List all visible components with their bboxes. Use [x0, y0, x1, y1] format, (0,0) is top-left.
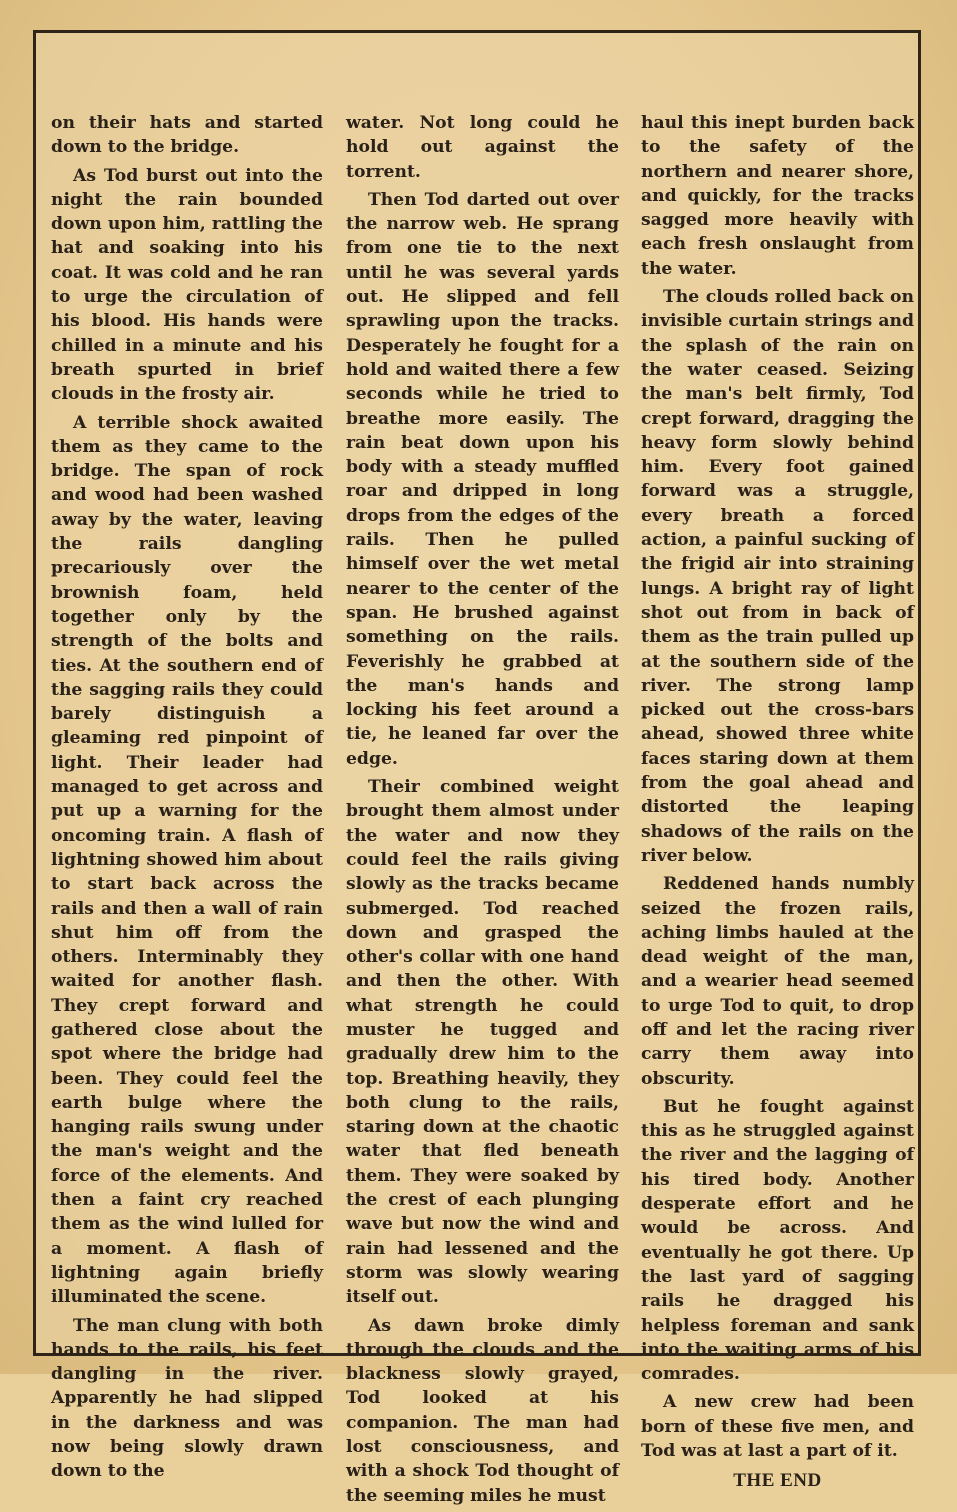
- paragraph: The man clung with both hands to the rails, his feet dangling in the river. Apparently he had slipped in the darkness and was now being slowly drawn down to the: [51, 1315, 323, 1482]
- paragraph: But he fought against this as he struggled against the river and the lagging of his tired body. Another desperate effort and he would be across. And eventually he got there. Up the last yard of sagging rails he dragged his helpless foreman and sank into the waiting arms of his comrades.: [641, 1096, 914, 1385]
- paragraph: As Tod burst out into the night the rain bounded down upon him, rattling the hat and soaking into his coat. It was cold and he ran to urge the circulation of his blood. His hands were chilled in a minute and his breath spurted in brief clouds in the frosty air.: [51, 165, 323, 405]
- paragraph: The clouds rolled back on invisible curtain strings and the splash of the rain on the water ceased. Seizing the man's belt firmly, Tod crept forward, dragging the heavy form slowly behind him. Every foot gained forward was a struggle, every breath a forced action, a painful sucking of the frigid air into straining lungs. A bright ray of light shot out from in back of them as the train pulled up at the southern side of the river. The strong lamp picked out the cross-bars ahead, showed three white faces staring down at them from the goal ahead and distorted the leaping shadows of the rails on the river below.: [641, 287, 914, 866]
- story-column-1: [51, 111, 323, 1488]
- paragraph: Then Tod darted out over the narrow web. He sprang from one tie to the next until he was several yards out. He slipped and fell sprawling upon the tracks. Desperately he fought for a hold and waited there a few seconds while he tried to breathe more easily. The rain beat down upon his body with a steady muffled roar and dripped in long drops from the edges of the rails. Then he pulled himself over the wet metal nearer to the center of the span. He brushed against something on the rails. Feverishly he grabbed at the man's hands and locking his feet around a tie, he leaned far over the edge.: [346, 189, 619, 769]
- paragraph: A new crew had been born of these five men, and Tod was at last a part of it.: [641, 1392, 914, 1462]
- paragraph: haul this inept burden back to the safety of the northern and nearer shore, and quickly, for the tracks sagged more heavily with each fresh onslaught from the water.: [641, 113, 914, 279]
- story-column-3: [641, 111, 914, 1494]
- the-end-label: THE END: [733, 1470, 822, 1492]
- paragraph: on their hats and started down to the bridge.: [51, 113, 323, 158]
- paragraph: Their combined weight brought them almost under the water and now they could feel the rails giving slowly as the tracks became submerged. Tod reached down and grasped the other's collar with one hand and then the other. With what strength he could muster he tugged and gradually drew him to the top. Breathing heavily, they both clung to the rails, staring down at the chaotic water that fled beneath them. They were soaked by the crest of each plunging wave but now the wind and rain had lessened and the storm was slowly wearing itself out.: [346, 777, 619, 1308]
- paragraph: Reddened hands numbly seized the frozen rails, aching limbs hauled at the dead weight of the man, and a wearier head seemed to urge Tod to quit, to drop off and let the racing river carry them away into obscurity.: [641, 874, 914, 1089]
- paragraph: water. Not long could he hold out against the torrent.: [346, 113, 619, 182]
- paragraph: As dawn broke dimly through the clouds and the blackness slowly grayed, Tod looked at his companion. The man had lost consciousness, and with a shock Tod thought of the seeming miles he must: [346, 1315, 619, 1506]
- paragraph: A terrible shock awaited them as they came to the bridge. The span of rock and wood had been washed away by the water, leaving the rails dangling precariously over the brownish foam, held together only by the strength of the bolts and ties. At the southern end of the sagging rails they could barely distinguish a gleaming red pinpoint of light. Their leader had managed to get across and put up a warning for the oncoming train. A flash of lightning showed him about to start back across the rails and then a wall of rain shut him off from the others. Interminably they waited for another flash. They crept forward and gathered close about the spot where the bridge had been. They could feel the earth bulge where the hanging rails swung under the man's weight and the force of the elements. And then a faint cry reached them as the wind lulled for a moment. A flash of lightning again briefly illuminated the scene.: [51, 412, 323, 1308]
- story-column-2: [346, 111, 619, 1512]
